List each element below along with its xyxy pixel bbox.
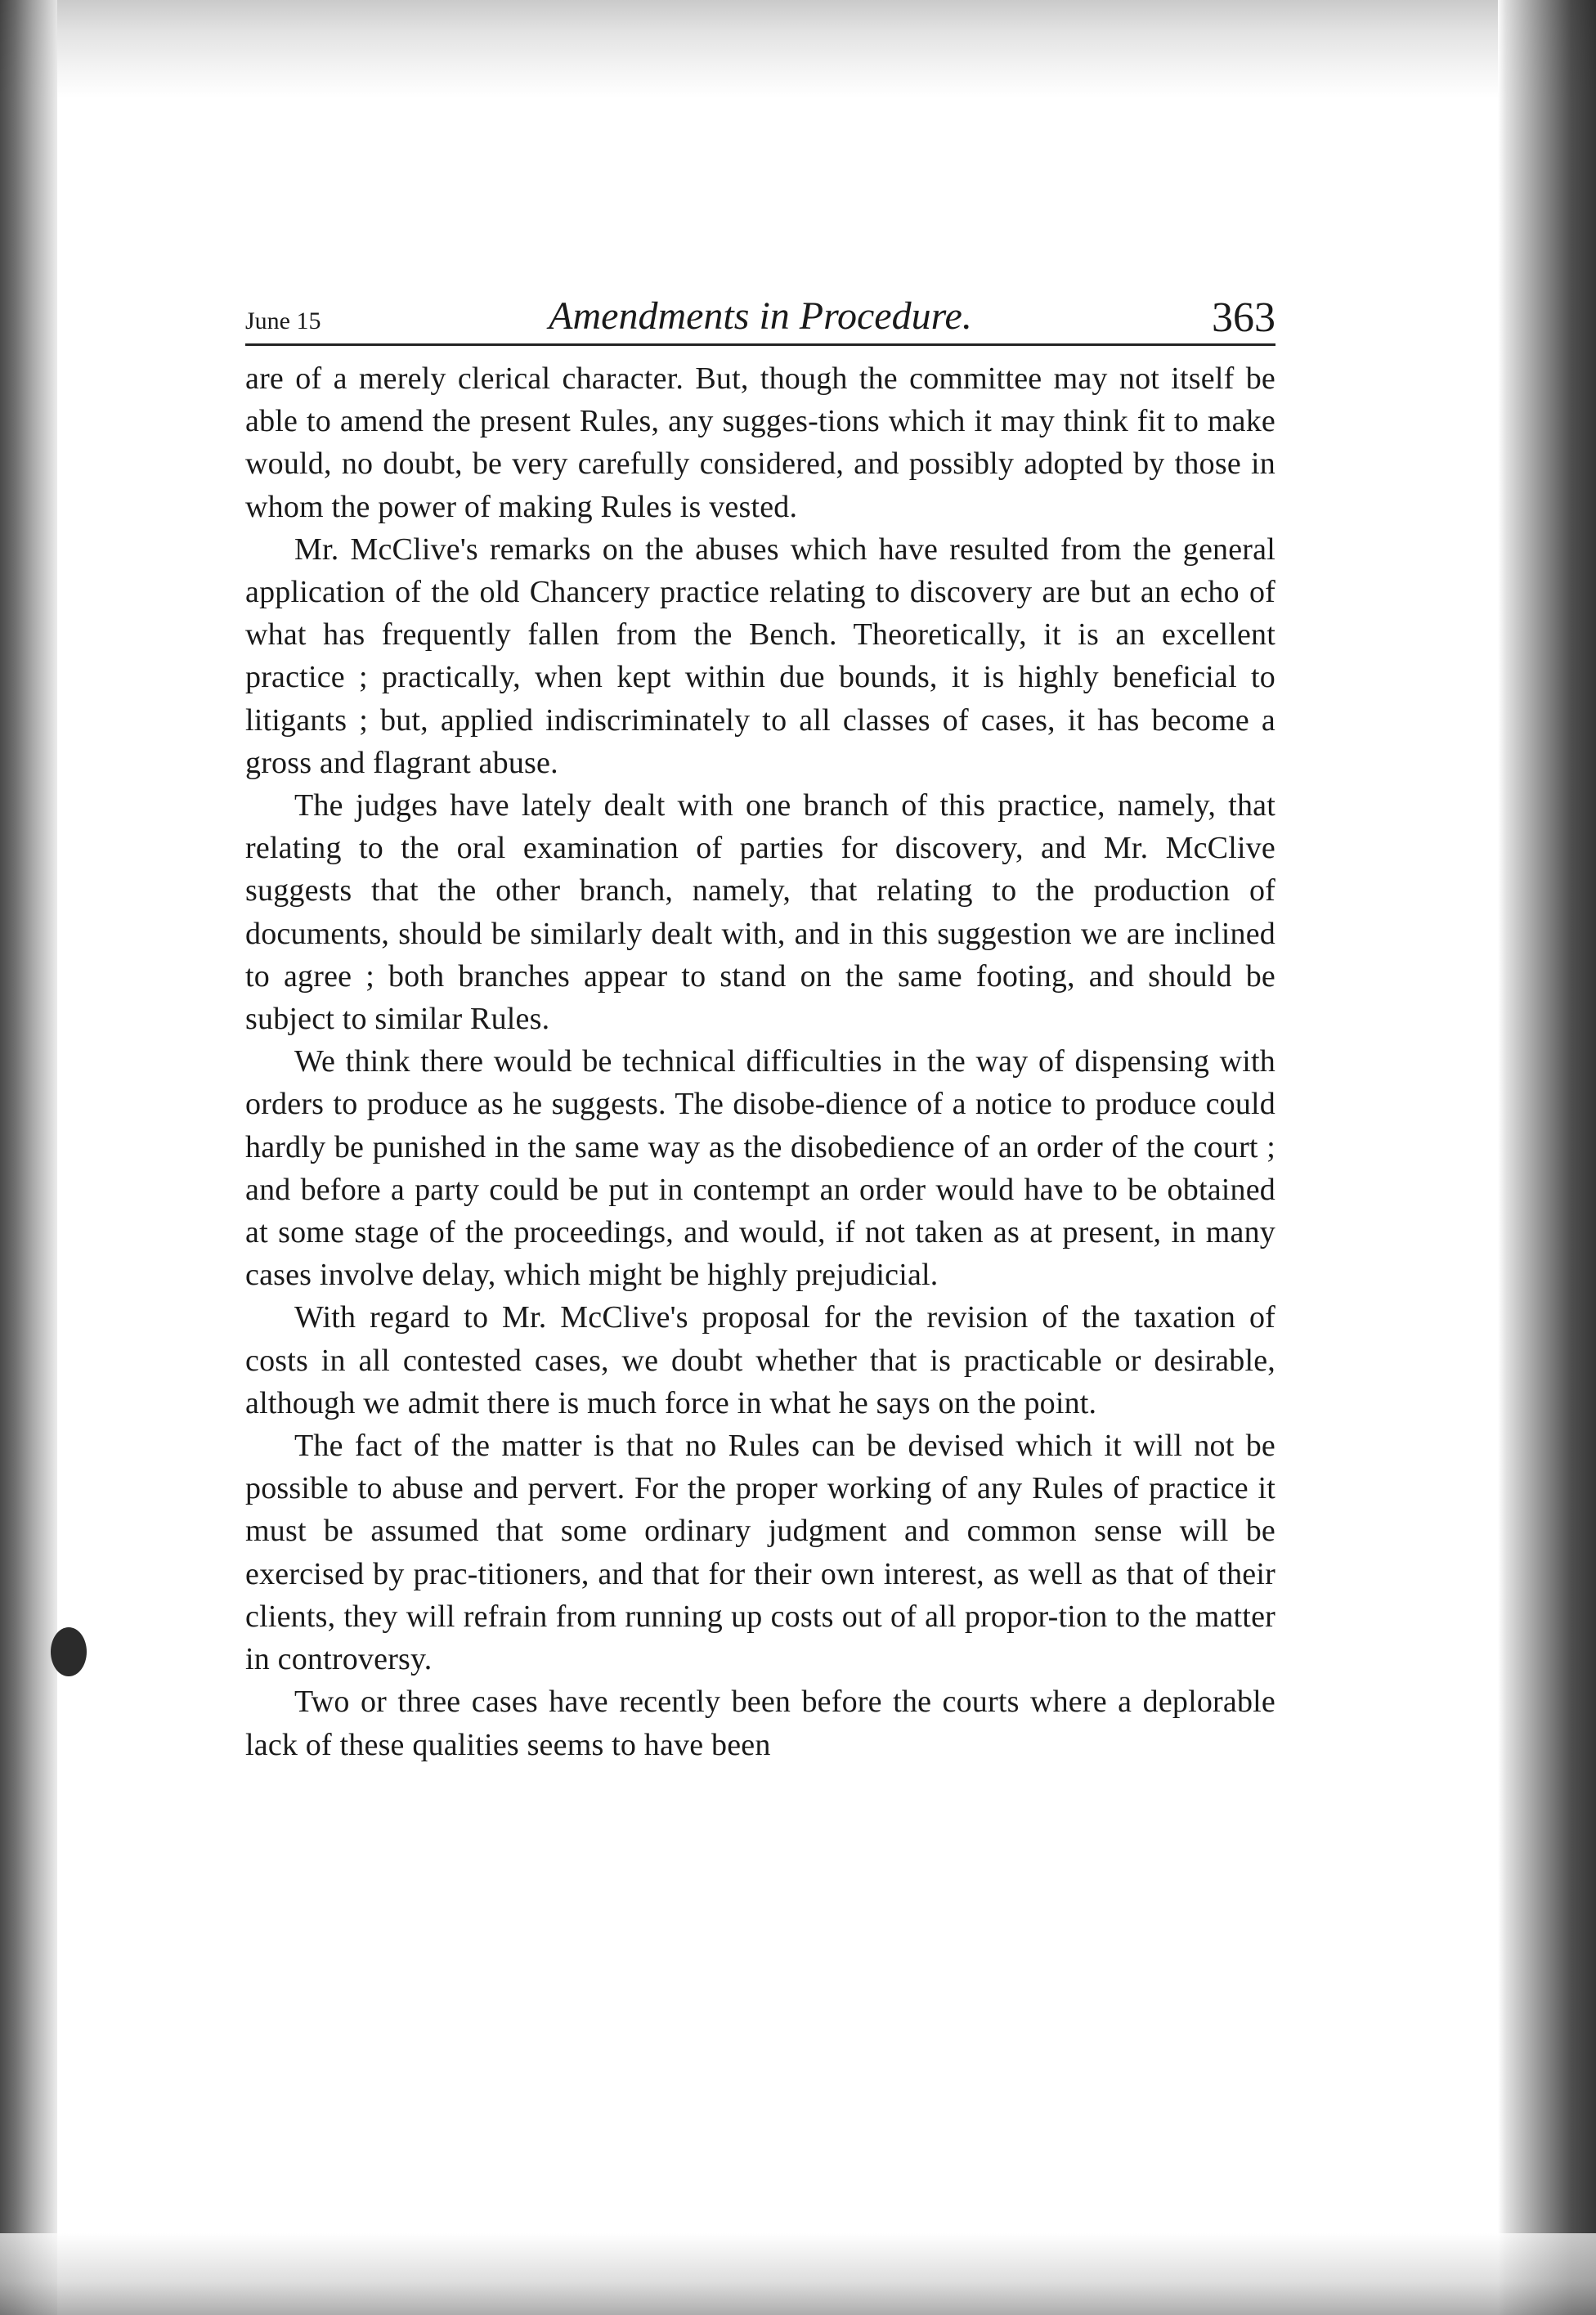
paragraph: The judges have lately dealt with one branch of this practice, namely, that relating to the oral examination of parties for discovery, and Mr. McClive suggests that the other branch, namely, that relating to the production of documents, should be similarly dealt with, and in this suggestion we are inclined to agree ; both branches appear to stand on the same footing, and should be subject to similar Rules. [245,788,1275,1037]
binding-hole [51,1627,87,1676]
paragraph: Mr. McClive's remarks on the abuses which have resulted from the general application of the old Chancery practice relating to discovery are but an echo of what has frequently fallen from the Bench. Theoretically, it is an excellent practice ; practically, when kept within due bounds, it is highly beneficial to litigants ; but, applied indiscriminately to all classes of cases, it has become a gross and flagrant abuse. [245,532,1275,780]
scan-shadow-right [1498,0,1596,2315]
running-head-date: June 15 [245,307,321,334]
body-text [245,357,1275,1766]
paragraph: Two or three cases have recently been before the courts where a deplorable lack of these qualities seems to have been [245,1685,1275,1762]
paragraph: The fact of the matter is that no Rules can be devised which it will not be possible to abuse and pervert. For the proper working of any Rules of practice it must be assumed that some ordinary judgment and common sense will be exercised by prac-titioners, and that for their own interest, as well as that of their clients, they will refrain from running up costs out of all propor-tion to the matter in controversy. [245,1429,1275,1677]
paragraph: With regard to Mr. McClive's proposal for the revision of the taxation of costs in all contested cases, we doubt whether that is practicable or desirable, although we admit there is much force in what he says on the point. [245,1300,1275,1420]
scan-shadow-bottom [0,2233,1596,2315]
paragraph: We think there would be technical difficulties in the way of dispensing with orders to produce as he suggests. The disobe-dience of a notice to produce could hardly be punished in the same way as the disobedience of an order of the court ; and before a party could be put in contempt an order would have to be obtained at some stage of the proceedings, and would, if not taken as at present, in many cases involve delay, which might be highly prejudicial. [245,1044,1275,1293]
running-head-title: Amendments in Procedure. [549,294,972,338]
running-head [245,270,1275,346]
paragraph: are of a merely clerical character. But, though the committee may not itself be able to amend the present Rules, any sugges-tions which it may think fit to make would, no doubt, be very carefully considered, and possibly adopted by those in whom the power of making Rules is vested. [245,361,1275,524]
book-page [245,270,1275,1766]
scan-shadow-left [0,0,57,2315]
page-number: 363 [1212,294,1275,341]
scan-shadow-top [0,0,1596,98]
